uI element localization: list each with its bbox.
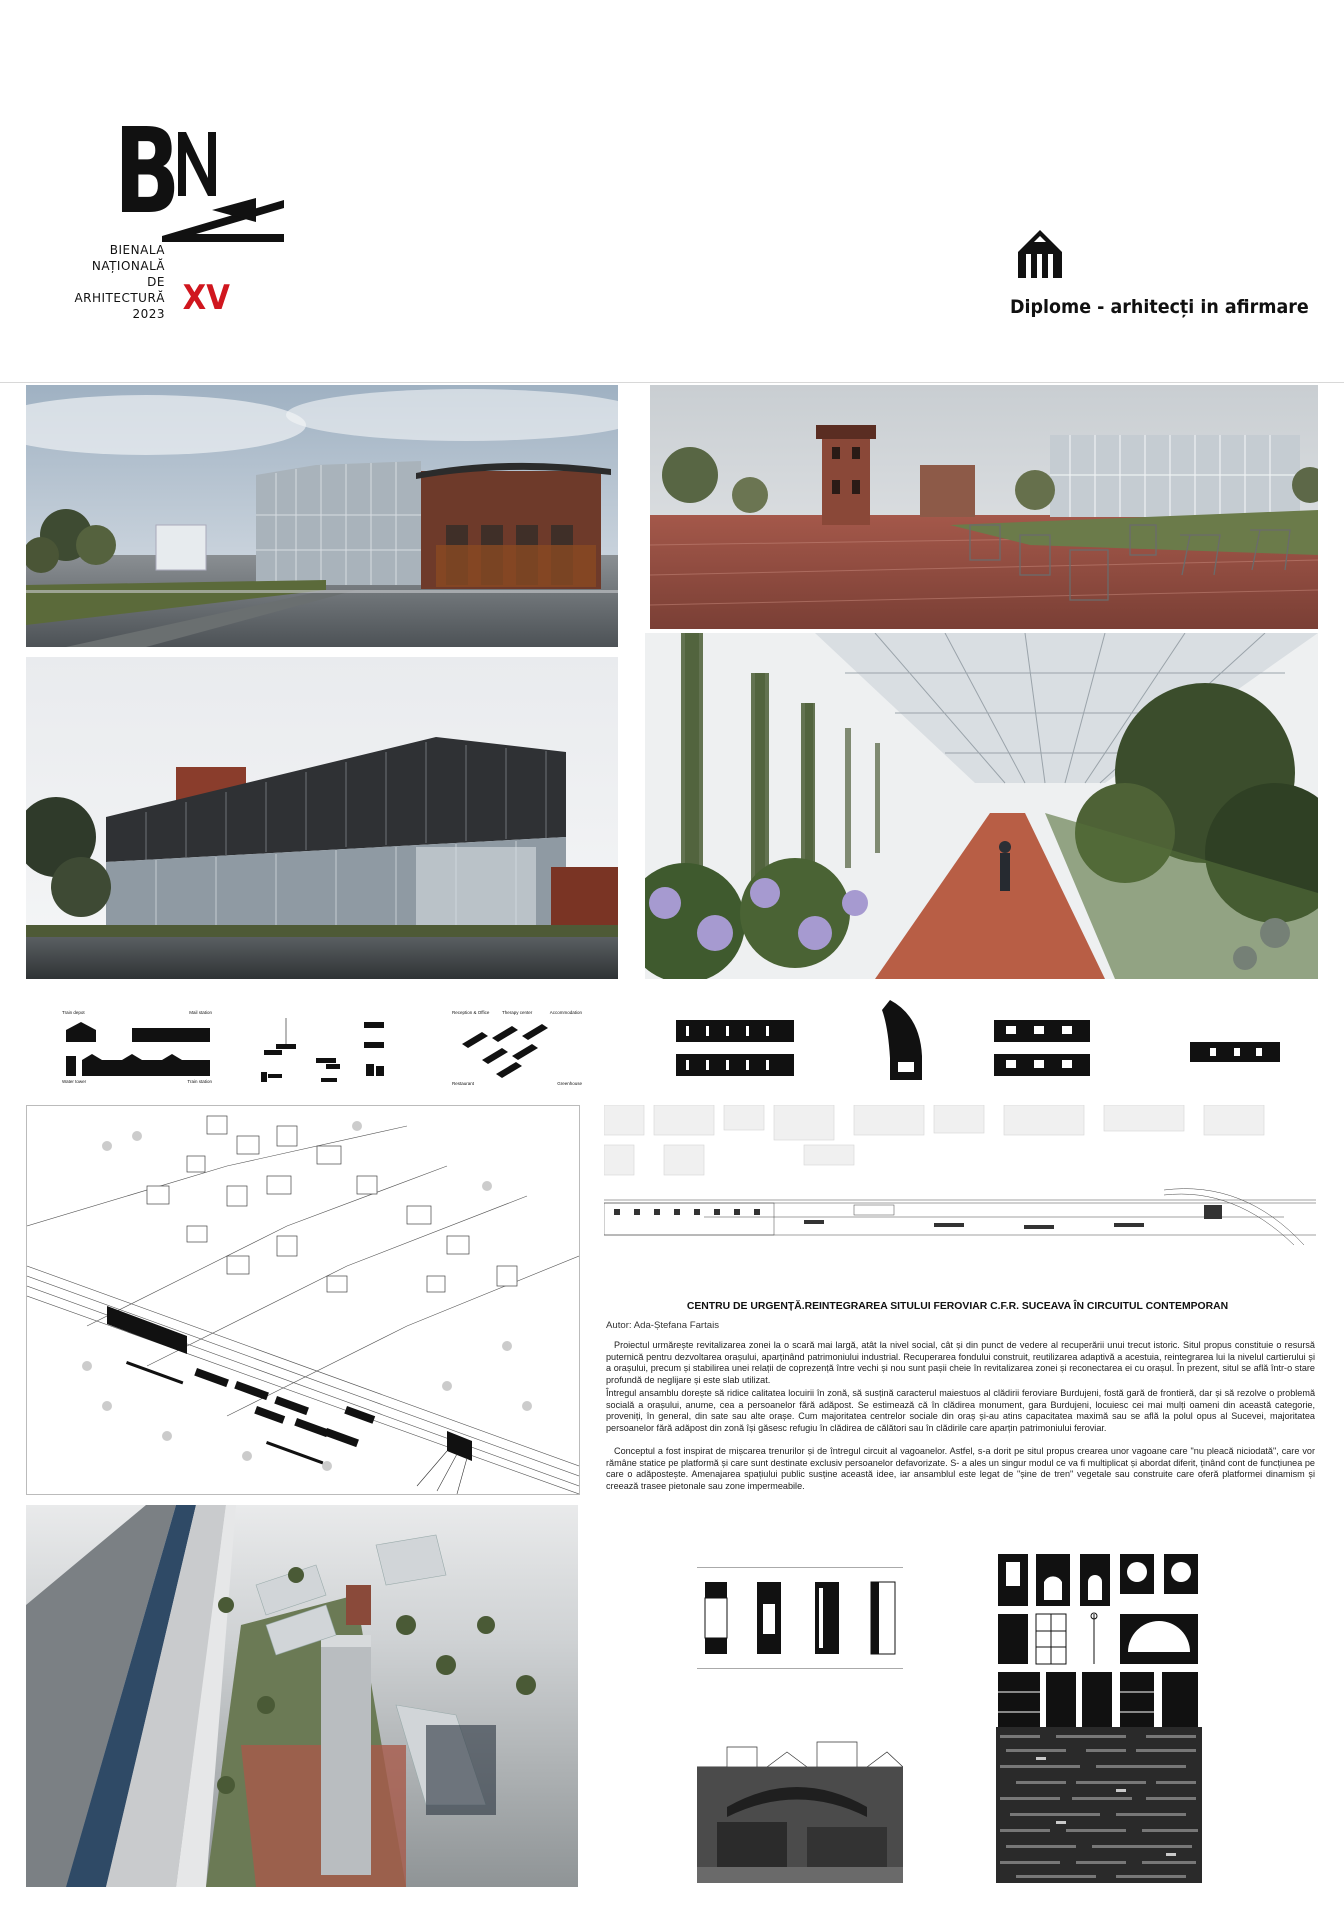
logo-na-mark bbox=[156, 126, 288, 242]
header-divider bbox=[0, 382, 1344, 383]
render-water-tower-plaza bbox=[650, 385, 1318, 629]
render-greenhouse-interior bbox=[645, 633, 1318, 979]
drawing-material-texture bbox=[996, 1727, 1202, 1883]
drawing-site-plan bbox=[604, 1105, 1316, 1261]
project-paragraph-3: Conceptul a fost inspirat de mișcarea trenurilor și de întregul circuit al vagoanelor. Astfel, s-a dorit pe situl propus crearea unor vagoane care "nu pleacă niciodată", care vor rămâne statice pe platformă și care sunt destinate exclusiv persoanelor defavorizate. S- a ales un singur modul ce va fi multiplicat și abordat diferit, ținând cont de funcțiunea pe care o adăpostește. Amenajarea spațiului public susține această idee, iar ansamblul este legat de "șine de tren" vegetale sau construite care oferă platformei dinamism și creează trasee pietonale sau zone impermeabile. bbox=[606, 1446, 1315, 1491]
project-title: CENTRU DE URGENȚĂ.REINTEGRAREA SITULUI FEROVIAR C.F.R. SUCEAVA ÎN CIRCUITUL CONTEMPORAN bbox=[686, 1301, 1229, 1312]
plan-module-a bbox=[676, 1016, 794, 1080]
drawing-axonometric-site bbox=[26, 1105, 580, 1495]
label-reception-office: Reception & Office bbox=[452, 1010, 490, 1015]
pencil-icon bbox=[1016, 228, 1064, 280]
drawing-archive-photo bbox=[697, 1727, 903, 1883]
render-glass-building bbox=[26, 657, 618, 979]
project-paragraph-2: Întregul ansamblu dorește să ridice calitatea locuirii în zonă, să susțină caracterul maiestuos al clădirii feroviare Burdujeni, fostă gară de frontieră, dar și să rezolve o problemă socială a orașului, anume, cea a persoanelor fără adăpost. Se estimează că în clădirea monument, gara Burdujeni, locuiesc cei mai mulți oameni din această categorie, proveniți, în general, din sate sau alte orașe. Cum majoritatea centrelor sociale din oraș și-au atins capacitatea maximă sau se află la polul opus al Sucevei, majoritatea persoanelor fără adăpost din zonă își găsesc refugiu în clădirea de călători sau în clădirile care aparțin patrimoniului feroviar. bbox=[606, 1388, 1315, 1433]
drawing-module-elevations bbox=[697, 1567, 903, 1669]
section-title: Diplome - arhitecți in afirmare bbox=[1010, 296, 1309, 318]
plan-module-c bbox=[1190, 1038, 1280, 1066]
diagram-module-rotation bbox=[256, 1014, 390, 1084]
plan-curved-module bbox=[880, 996, 928, 1082]
label-train-station: Train station bbox=[187, 1079, 212, 1084]
render-station-exterior bbox=[26, 385, 618, 647]
label-greenhouse: Greenhouse bbox=[557, 1081, 582, 1086]
logo-text-block bbox=[60, 242, 165, 322]
label-mail-station: Mail station bbox=[189, 1010, 212, 1015]
project-paragraph-1: Proiectul urmărește revitalizarea zonei la o scară mai largă, atât la nivel social, cât și din punct de vedere al recuperării unui trecut istoric. Situl propus constituie o resursă puternică pentru dezvoltarea orașului, aparținând patrimoniului industrial. Recuperarea fondului construit, reutilizarea adaptivă a acestuia, reintegrarea lui la nivelul cartierului și a orașului, precum și stabilirea unei relații de coprezență între vechi și nou sunt pașii cheie în revitalizarea zonei și reconectarea ei cu orașul. În prezent, situl se află într-o stare profundă de neglijare și este slab utilizat. bbox=[606, 1340, 1315, 1385]
render-aerial-view bbox=[26, 1505, 578, 1887]
label-accommodation: Accommodation bbox=[549, 1010, 582, 1015]
diagram-site-history bbox=[62, 1010, 212, 1084]
logo-line-4: ARHITECTURĂ bbox=[74, 291, 165, 305]
label-restaurant: Restaurant bbox=[452, 1081, 475, 1086]
drawing-heritage-details bbox=[996, 1552, 1202, 1748]
plan-module-b bbox=[994, 1016, 1090, 1078]
logo-line-3: DE bbox=[147, 275, 165, 289]
project-author: Autor: Ada-Ștefana Fartais bbox=[606, 1320, 720, 1331]
label-train-depot: Train depot bbox=[62, 1010, 85, 1015]
diagram-functions bbox=[452, 1010, 582, 1086]
logo-line-1: BIENALA bbox=[109, 243, 165, 257]
label-water-tower: Water tower bbox=[62, 1079, 87, 1084]
edition-number: XV bbox=[182, 278, 230, 318]
logo-letter-b: B bbox=[114, 102, 178, 240]
label-therapy-center: Therapy center bbox=[502, 1010, 533, 1015]
logo-line-2: NAȚIONALĂ bbox=[91, 259, 165, 273]
logo-line-5: 2023 bbox=[132, 307, 165, 321]
